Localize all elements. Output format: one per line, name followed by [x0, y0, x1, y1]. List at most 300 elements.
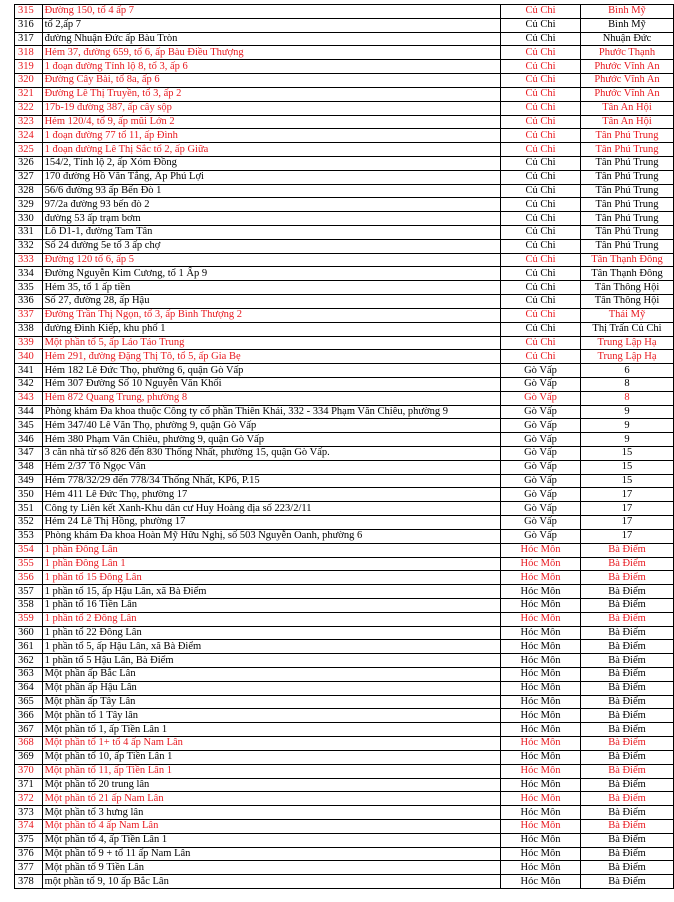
address-cell: Một phần tổ 21 ấp Nam Lân	[42, 792, 500, 806]
table-row	[15, 502, 674, 516]
table-row	[15, 695, 674, 709]
address-cell: Một phần ấp Hậu Lân	[42, 681, 500, 695]
table-row	[15, 212, 674, 226]
quarantine-area-table	[14, 4, 674, 889]
district-cell: Hóc Môn	[500, 778, 580, 792]
address-cell: Đường Lê Thị Truyền, tổ 3, ấp 2	[42, 87, 500, 101]
ward-cell: Tân Phú Trung	[581, 239, 674, 253]
ward-cell: 15	[581, 460, 674, 474]
table-row	[15, 18, 674, 32]
district-cell: Củ Chi	[500, 115, 580, 129]
ward-cell: Phước Vĩnh An	[581, 87, 674, 101]
ward-cell: Phước Vĩnh An	[581, 60, 674, 74]
table-row	[15, 681, 674, 695]
ward-cell: Bà Điểm	[581, 847, 674, 861]
address-cell: Một phần tổ 1+ tổ 4 ấp Nam Lân	[42, 737, 500, 751]
address-cell: Hẻm 37, đường 659, tổ 6, ấp Bàu Điều Thượng	[42, 46, 500, 60]
address-cell: Hẻm 380 Phạm Văn Chiêu, phường 9, quận Gò Vấp	[42, 433, 500, 447]
address-cell: Hẻm 347/40 Lê Văn Thọ, phường 9, quận Gò Vấp	[42, 419, 500, 433]
row-number: 375	[15, 833, 43, 847]
table-row	[15, 267, 674, 281]
address-cell: Một phần tổ 9 + tổ 11 ấp Nam Lân	[42, 847, 500, 861]
district-cell: Gò Vấp	[500, 529, 580, 543]
table-row	[15, 308, 674, 322]
address-cell: 17b-19 đường 387, ấp cây sộp	[42, 101, 500, 115]
table-row	[15, 654, 674, 668]
address-cell: 1 phần tổ 5 Hậu Lân, Bà Điểm	[42, 654, 500, 668]
table-row	[15, 391, 674, 405]
row-number: 342	[15, 377, 43, 391]
district-cell: Gò Vấp	[500, 405, 580, 419]
ward-cell: 15	[581, 447, 674, 461]
table-row	[15, 170, 674, 184]
district-cell: Hóc Môn	[500, 654, 580, 668]
address-cell: 1 đoạn đường 77 tổ 11, ấp Đình	[42, 129, 500, 143]
table-row	[15, 405, 674, 419]
ward-cell: 8	[581, 391, 674, 405]
row-number: 315	[15, 5, 43, 19]
district-cell: Hóc Môn	[500, 571, 580, 585]
row-number: 321	[15, 87, 43, 101]
ward-cell: Bà Điểm	[581, 750, 674, 764]
ward-cell: Trung Lập Hạ	[581, 350, 674, 364]
ward-cell: 9	[581, 419, 674, 433]
district-cell: Củ Chi	[500, 308, 580, 322]
row-number: 352	[15, 516, 43, 530]
row-number: 355	[15, 557, 43, 571]
ward-cell: Tân Phú Trung	[581, 226, 674, 240]
district-cell: Củ Chi	[500, 267, 580, 281]
row-number: 347	[15, 447, 43, 461]
table-row	[15, 281, 674, 295]
table-row	[15, 101, 674, 115]
table-row	[15, 861, 674, 875]
address-cell: Phòng khám Đa khoa Hoàn Mỹ Hữu Nghị, số 503 Nguyễn Oanh, phường 6	[42, 529, 500, 543]
table-row	[15, 322, 674, 336]
district-cell: Củ Chi	[500, 322, 580, 336]
ward-cell: Tân Phú Trung	[581, 129, 674, 143]
address-cell: 154/2, Tỉnh lộ 2, ấp Xóm Đồng	[42, 156, 500, 170]
table-row	[15, 612, 674, 626]
district-cell: Củ Chi	[500, 5, 580, 19]
table-row	[15, 87, 674, 101]
table-row	[15, 875, 674, 889]
address-cell: Đường 120 tổ 6, ấp 5	[42, 253, 500, 267]
row-number: 371	[15, 778, 43, 792]
row-number: 372	[15, 792, 43, 806]
table-row	[15, 143, 674, 157]
ward-cell: Phước Vĩnh An	[581, 74, 674, 88]
table-row	[15, 806, 674, 820]
district-cell: Hóc Môn	[500, 861, 580, 875]
ward-cell: Bà Điểm	[581, 833, 674, 847]
address-cell: Đường Cây Bài, tổ 8a, ấp 6	[42, 74, 500, 88]
address-cell: Hẻm 2/37 Tô Ngọc Vân	[42, 460, 500, 474]
row-number: 350	[15, 488, 43, 502]
ward-cell: Thị Trấn Củ Chi	[581, 322, 674, 336]
address-cell: 1 đoạn đường Lê Thị Sắc tổ 2, ấp Giữa	[42, 143, 500, 157]
district-cell: Củ Chi	[500, 18, 580, 32]
district-cell: Gò Vấp	[500, 474, 580, 488]
table-row	[15, 557, 674, 571]
address-cell: 97/2a đường 93 bến đò 2	[42, 198, 500, 212]
ward-cell: Bà Điểm	[581, 668, 674, 682]
row-number: 329	[15, 198, 43, 212]
table-row	[15, 488, 674, 502]
table-row	[15, 529, 674, 543]
district-cell: Hóc Môn	[500, 833, 580, 847]
table-row	[15, 626, 674, 640]
ward-cell: Bà Điểm	[581, 764, 674, 778]
address-cell: 3 căn nhà từ số 826 đến 830 Thống Nhất, phường 15, quận Gò Vấp.	[42, 447, 500, 461]
row-number: 368	[15, 737, 43, 751]
ward-cell: Bà Điểm	[581, 778, 674, 792]
row-number: 334	[15, 267, 43, 281]
row-number: 354	[15, 543, 43, 557]
district-cell: Hóc Môn	[500, 681, 580, 695]
table-row	[15, 239, 674, 253]
table-row	[15, 364, 674, 378]
ward-cell: Bình Mỹ	[581, 5, 674, 19]
ward-cell: 15	[581, 474, 674, 488]
district-cell: Củ Chi	[500, 226, 580, 240]
address-cell: Hẻm 307 Đường Số 10 Nguyễn Văn Khối	[42, 377, 500, 391]
ward-cell: Thái Mỹ	[581, 308, 674, 322]
ward-cell: 17	[581, 502, 674, 516]
ward-cell: Bà Điểm	[581, 819, 674, 833]
address-cell: Đường Trần Thị Ngọn, tổ 3, ấp Bình Thượng 2	[42, 308, 500, 322]
table-row	[15, 447, 674, 461]
address-cell: 1 phần tổ 16 Tiền Lân	[42, 598, 500, 612]
district-cell: Hóc Môn	[500, 626, 580, 640]
table-row	[15, 585, 674, 599]
row-number: 373	[15, 806, 43, 820]
address-cell: Một phần tổ 4 ấp Nam Lân	[42, 819, 500, 833]
district-cell: Gò Vấp	[500, 433, 580, 447]
table-row	[15, 764, 674, 778]
ward-cell: Bà Điểm	[581, 612, 674, 626]
ward-cell: Bà Điểm	[581, 626, 674, 640]
row-number: 349	[15, 474, 43, 488]
ward-cell: Bà Điểm	[581, 571, 674, 585]
ward-cell: Phước Thạnh	[581, 46, 674, 60]
row-number: 335	[15, 281, 43, 295]
row-number: 370	[15, 764, 43, 778]
district-cell: Gò Vấp	[500, 488, 580, 502]
ward-cell: Tân An Hội	[581, 101, 674, 115]
ward-cell: Bà Điểm	[581, 681, 674, 695]
row-number: 369	[15, 750, 43, 764]
table-row	[15, 460, 674, 474]
district-cell: Hóc Môn	[500, 750, 580, 764]
ward-cell: 17	[581, 516, 674, 530]
ward-cell: Tân Phú Trung	[581, 184, 674, 198]
table-row	[15, 474, 674, 488]
row-number: 318	[15, 46, 43, 60]
address-cell: tổ 2,ấp 7	[42, 18, 500, 32]
address-cell: Một phần tổ 5, ấp Láo Táo Trung	[42, 336, 500, 350]
address-cell: Lô D1-1, đường Tam Tân	[42, 226, 500, 240]
address-cell: 56/6 đường 93 ấp Bến Đò 1	[42, 184, 500, 198]
address-cell: Hẻm 182 Lê Đức Thọ, phường 6, quận Gò Vấp	[42, 364, 500, 378]
row-number: 331	[15, 226, 43, 240]
district-cell: Củ Chi	[500, 184, 580, 198]
address-cell: Số 24 đường 5e tổ 3 ấp chợ	[42, 239, 500, 253]
ward-cell: Tân Phú Trung	[581, 156, 674, 170]
ward-cell: Bà Điểm	[581, 543, 674, 557]
address-cell: 1 phần Đông Lân 1	[42, 557, 500, 571]
row-number: 345	[15, 419, 43, 433]
ward-cell: Tân Phú Trung	[581, 198, 674, 212]
ward-cell: Tân Phú Trung	[581, 212, 674, 226]
address-cell: Một phần tổ 4, ấp Tiền Lân 1	[42, 833, 500, 847]
table-row	[15, 419, 674, 433]
table-row	[15, 198, 674, 212]
row-number: 378	[15, 875, 43, 889]
table-row	[15, 833, 674, 847]
district-cell: Hóc Môn	[500, 598, 580, 612]
row-number: 353	[15, 529, 43, 543]
row-number: 336	[15, 295, 43, 309]
row-number: 351	[15, 502, 43, 516]
table-row	[15, 516, 674, 530]
row-number: 317	[15, 32, 43, 46]
ward-cell: Tân Thông Hội	[581, 295, 674, 309]
address-cell: 170 đường Hồ Văn Tắng, Ấp Phú Lợi	[42, 170, 500, 184]
district-cell: Hóc Môn	[500, 847, 580, 861]
district-cell: Củ Chi	[500, 46, 580, 60]
table-row	[15, 778, 674, 792]
row-number: 340	[15, 350, 43, 364]
table-row	[15, 377, 674, 391]
address-cell: Đường 150, tổ 4 ấp 7	[42, 5, 500, 19]
ward-cell: Bà Điểm	[581, 557, 674, 571]
row-number: 346	[15, 433, 43, 447]
ward-cell: Bà Điểm	[581, 598, 674, 612]
table-row	[15, 640, 674, 654]
ward-cell: Tân Phú Trung	[581, 143, 674, 157]
address-cell: Hẻm 778/32/29 đến 778/34 Thống Nhất, KP6, P.15	[42, 474, 500, 488]
row-number: 360	[15, 626, 43, 640]
address-cell: Hẻm 35, tổ 1 ấp tiền	[42, 281, 500, 295]
district-cell: Củ Chi	[500, 239, 580, 253]
address-cell: đường 53 ấp trạm bơm	[42, 212, 500, 226]
table-row	[15, 668, 674, 682]
address-cell: đường Nhuận Đức ấp Bàu Tròn	[42, 32, 500, 46]
row-number: 333	[15, 253, 43, 267]
ward-cell: 9	[581, 433, 674, 447]
district-cell: Hóc Môn	[500, 695, 580, 709]
district-cell: Gò Vấp	[500, 502, 580, 516]
district-cell: Củ Chi	[500, 32, 580, 46]
table-row	[15, 571, 674, 585]
row-number: 366	[15, 709, 43, 723]
table-row	[15, 723, 674, 737]
row-number: 361	[15, 640, 43, 654]
ward-cell: Nhuận Đức	[581, 32, 674, 46]
district-cell: Hóc Môn	[500, 543, 580, 557]
row-number: 326	[15, 156, 43, 170]
table-row	[15, 792, 674, 806]
row-number: 376	[15, 847, 43, 861]
district-cell: Củ Chi	[500, 281, 580, 295]
table-row	[15, 433, 674, 447]
address-cell: 1 phần Đông Lân	[42, 543, 500, 557]
ward-cell: Tân Phú Trung	[581, 170, 674, 184]
district-cell: Củ Chi	[500, 336, 580, 350]
table-row	[15, 253, 674, 267]
district-cell: Củ Chi	[500, 170, 580, 184]
district-cell: Gò Vấp	[500, 516, 580, 530]
table-row	[15, 737, 674, 751]
row-number: 363	[15, 668, 43, 682]
district-cell: Củ Chi	[500, 143, 580, 157]
row-number: 316	[15, 18, 43, 32]
ward-cell: Bà Điểm	[581, 806, 674, 820]
address-cell: 1 phần tổ 2 Đông Lân	[42, 612, 500, 626]
table-row	[15, 709, 674, 723]
table-row	[15, 60, 674, 74]
address-cell: Một phần tổ 1 Tây lân	[42, 709, 500, 723]
address-cell: đường Đình Kiếp, khu phố 1	[42, 322, 500, 336]
address-cell: Số 27, đường 28, ấp Hậu	[42, 295, 500, 309]
row-number: 328	[15, 184, 43, 198]
address-cell: Một phần tổ 3 hưng lân	[42, 806, 500, 820]
address-cell: Hẻm 872 Quang Trung, phường 8	[42, 391, 500, 405]
district-cell: Hóc Môn	[500, 875, 580, 889]
row-number: 357	[15, 585, 43, 599]
district-cell: Củ Chi	[500, 295, 580, 309]
table-row	[15, 295, 674, 309]
address-cell: Phòng khám Đa khoa thuộc Công ty cổ phần Thiên Khải, 332 - 334 Phạm Văn Chiêu, phường 9	[42, 405, 500, 419]
address-cell: 1 phần tổ 22 Đông Lân	[42, 626, 500, 640]
row-number: 320	[15, 74, 43, 88]
ward-cell: Bình Mỹ	[581, 18, 674, 32]
row-number: 319	[15, 60, 43, 74]
ward-cell: Tân Thông Hội	[581, 281, 674, 295]
district-cell: Gò Vấp	[500, 460, 580, 474]
district-cell: Củ Chi	[500, 350, 580, 364]
row-number: 343	[15, 391, 43, 405]
district-cell: Hóc Môn	[500, 806, 580, 820]
address-cell: Hẻm 291, đường Đặng Thị Tô, tổ 5, ấp Gia Bẹ	[42, 350, 500, 364]
ward-cell: Bà Điểm	[581, 723, 674, 737]
district-cell: Gò Vấp	[500, 364, 580, 378]
table-row	[15, 750, 674, 764]
district-cell: Hóc Môn	[500, 792, 580, 806]
row-number: 358	[15, 598, 43, 612]
row-number: 338	[15, 322, 43, 336]
table-row	[15, 543, 674, 557]
row-number: 332	[15, 239, 43, 253]
district-cell: Hóc Môn	[500, 723, 580, 737]
table-body	[15, 5, 674, 889]
district-cell: Hóc Môn	[500, 585, 580, 599]
district-cell: Củ Chi	[500, 87, 580, 101]
table-row	[15, 336, 674, 350]
address-cell: Hẻm 24 Lê Thị Hồng, phường 17	[42, 516, 500, 530]
row-number: 374	[15, 819, 43, 833]
ward-cell: Bà Điểm	[581, 695, 674, 709]
table-row	[15, 5, 674, 19]
address-cell: Một phần tổ 11, ấp Tiền Lân 1	[42, 764, 500, 778]
ward-cell: Trung Lập Hạ	[581, 336, 674, 350]
address-cell: Hẻm 411 Lê Đức Thọ, phường 17	[42, 488, 500, 502]
table-row	[15, 74, 674, 88]
district-cell: Hóc Môn	[500, 709, 580, 723]
address-cell: 1 phần tổ 15 Đông Lân	[42, 571, 500, 585]
address-cell: Đường Nguyễn Kim Cương, tổ 1 Ấp 9	[42, 267, 500, 281]
ward-cell: Tân An Hội	[581, 115, 674, 129]
address-cell: 1 đoạn đường Tỉnh lộ 8, tổ 3, ấp 6	[42, 60, 500, 74]
address-cell: Hẻm 120/4, tổ 9, ấp mũi Lớn 2	[42, 115, 500, 129]
row-number: 330	[15, 212, 43, 226]
address-cell: Một phần tổ 1, ấp Tiền Lân 1	[42, 723, 500, 737]
address-cell: Một phần ấp Bắc Lân	[42, 668, 500, 682]
row-number: 337	[15, 308, 43, 322]
ward-cell: Bà Điểm	[581, 861, 674, 875]
district-cell: Hóc Môn	[500, 640, 580, 654]
row-number: 356	[15, 571, 43, 585]
ward-cell: Bà Điểm	[581, 640, 674, 654]
ward-cell: 6	[581, 364, 674, 378]
ward-cell: 8	[581, 377, 674, 391]
row-number: 362	[15, 654, 43, 668]
ward-cell: 17	[581, 529, 674, 543]
row-number: 377	[15, 861, 43, 875]
address-cell: Một phần tổ 9 Tiền Lân	[42, 861, 500, 875]
address-cell: 1 phần tổ 15, ấp Hậu Lân, xã Bà Điểm	[42, 585, 500, 599]
ward-cell: Bà Điểm	[581, 585, 674, 599]
row-number: 322	[15, 101, 43, 115]
district-cell: Gò Vấp	[500, 391, 580, 405]
ward-cell: Bà Điểm	[581, 709, 674, 723]
district-cell: Củ Chi	[500, 74, 580, 88]
table-row	[15, 115, 674, 129]
district-cell: Củ Chi	[500, 129, 580, 143]
table-row	[15, 32, 674, 46]
row-number: 365	[15, 695, 43, 709]
row-number: 341	[15, 364, 43, 378]
row-number: 364	[15, 681, 43, 695]
address-cell: Một phần ấp Tây Lân	[42, 695, 500, 709]
row-number: 348	[15, 460, 43, 474]
table-row	[15, 847, 674, 861]
row-number: 339	[15, 336, 43, 350]
row-number: 324	[15, 129, 43, 143]
table-row	[15, 350, 674, 364]
district-cell: Gò Vấp	[500, 447, 580, 461]
row-number: 344	[15, 405, 43, 419]
row-number: 325	[15, 143, 43, 157]
row-number: 359	[15, 612, 43, 626]
address-cell: một phần tổ 9, 10 ấp Bắc Lân	[42, 875, 500, 889]
ward-cell: Tân Thạnh Đông	[581, 253, 674, 267]
district-cell: Hóc Môn	[500, 737, 580, 751]
ward-cell: 17	[581, 488, 674, 502]
district-cell: Củ Chi	[500, 101, 580, 115]
district-cell: Củ Chi	[500, 212, 580, 226]
table-row	[15, 598, 674, 612]
district-cell: Củ Chi	[500, 198, 580, 212]
ward-cell: Tân Thạnh Đông	[581, 267, 674, 281]
table-row	[15, 129, 674, 143]
table-row	[15, 819, 674, 833]
district-cell: Củ Chi	[500, 253, 580, 267]
district-cell: Hóc Môn	[500, 819, 580, 833]
ward-cell: Bà Điểm	[581, 737, 674, 751]
district-cell: Củ Chi	[500, 60, 580, 74]
